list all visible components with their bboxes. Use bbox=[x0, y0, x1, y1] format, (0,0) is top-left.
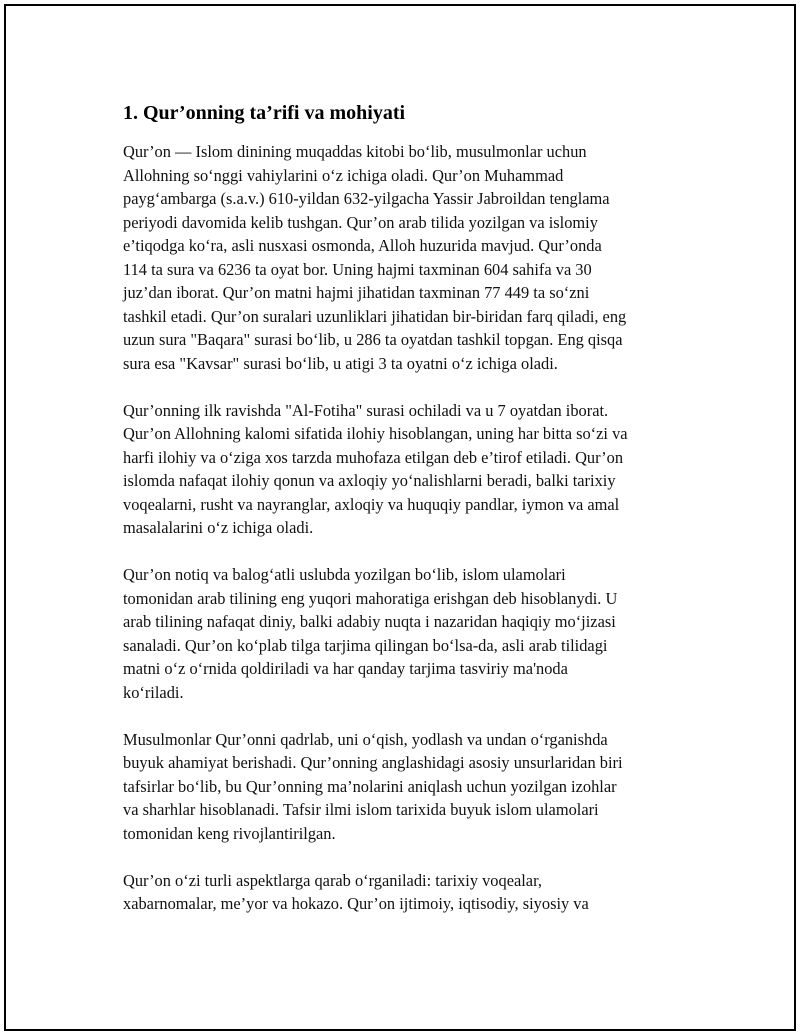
paragraph-line: tomonidan keng rivojlantirilgan. bbox=[123, 823, 336, 843]
paragraph-line: Allohning so‘nggi vahiylarini o‘z ichiga oladi. Qur’on Muhammad bbox=[123, 165, 564, 185]
paragraph-line: buyuk ahamiyat berishadi. Qur’onning anglashidagi asosiy unsurlaridan biri bbox=[123, 753, 623, 772]
paragraph-line: Qur’on notiq va balog‘atli uslubda yozilgan bo‘lib, islom ulamolari bbox=[123, 565, 566, 584]
paragraph-line: voqealarni, rusht va nayranglar, axloqiy va huquqiy pandlar, iymon va amal bbox=[123, 494, 620, 514]
paragraph-line: 114 ta sura va 6236 ta oyat bor. Uning hajmi taxminan 604 sahifa va 30 bbox=[123, 259, 592, 279]
paragraph-line: Qur’on Allohning kalomi sifatida ilohiy hisoblangan, uning har bitta so‘zi va bbox=[123, 424, 628, 443]
paragraph-line: periyodi davomida kelib tushgan. Qur’on arab tilida yozilgan va islomiy bbox=[123, 212, 598, 232]
body-paragraph bbox=[123, 563, 699, 704]
paragraph-line: Qur’on o‘zi turli aspektlarga qarab o‘rganiladi: tarixiy voqealar, bbox=[123, 870, 542, 890]
paragraph-line: islomda nafaqat ilohiy qonun va axloqiy yo‘nalishlarni beradi, balki tarixiy bbox=[123, 471, 616, 490]
paragraph-line: e’tiqodga ko‘ra, asli nusxasi osmonda, Alloh huzurida mavjud. Qur’onda bbox=[123, 236, 602, 255]
paragraph-line: arab tilining nafaqat diniy, balki adabiy nuqta i nazaridan haqiqiy mo‘jizasi bbox=[123, 612, 616, 631]
body-paragraph bbox=[123, 869, 699, 916]
paragraph-line: payg‘ambarga (s.a.v.) 610-yildan 632-yilgacha Yassir Jabroildan tenglama bbox=[123, 189, 610, 208]
paragraph-line: Qur’onning ilk ravishda "Al-Fotiha" surasi ochiladi va u 7 oyatdan iborat. bbox=[123, 400, 609, 420]
paragraph-line: va sharhlar hisoblanadi. Tafsir ilmi islom tarixida buyuk islom ulamolari bbox=[123, 800, 599, 819]
body-paragraph bbox=[123, 728, 699, 846]
paragraph-line: sanaladi. Qur’on ko‘plab tilga tarjima qilingan bo‘lsa-da, asli arab tilidagi bbox=[123, 635, 608, 655]
paragraph-line: sura esa "Kavsar" surasi bo‘lib, u atigi 3 ta oyatni o‘z ichiga oladi. bbox=[123, 353, 558, 373]
document-content bbox=[119, 98, 699, 939]
paragraph-line: ko‘riladi. bbox=[123, 682, 184, 702]
paragraph-container bbox=[119, 140, 699, 916]
paragraph-line: uzun sura "Baqara" surasi bo‘lib, u 286 ta oyatdan tashkil topgan. Eng qisqa bbox=[123, 330, 623, 349]
paragraph-line: tomonidan arab tilining eng yuqori mahoratiga erishgan deb hisoblanydi. U bbox=[123, 588, 618, 608]
paragraph-line: Qur’on — Islom dinining muqaddas kitobi bo‘lib, musulmonlar uchun bbox=[123, 142, 587, 161]
paragraph-line: harfi ilohiy va o‘ziga xos tarzda muhofaza etilgan deb e’tirof etiladi. Qur’on bbox=[123, 447, 624, 467]
document-page bbox=[4, 4, 796, 1031]
section-heading: 1. Qur’onning ta’rifi va mohiyati bbox=[123, 102, 406, 124]
paragraph-line: xabarnomalar, me’yor va hokazo. Qur’on ijtimoiy, iqtisodiy, siyosiy va bbox=[123, 894, 589, 913]
paragraph-line: tafsirlar bo‘lib, bu Qur’onning ma’nolarini aniqlash uchun yozilgan izohlar bbox=[123, 776, 617, 796]
body-paragraph bbox=[123, 140, 699, 375]
paragraph-line: juz’dan iborat. Qur’on matni hajmi jihatidan taxminan 77 449 ta so‘zni bbox=[123, 283, 590, 302]
paragraph-line: Musulmonlar Qur’onni qadrlab, uni o‘qish, yodlash va undan o‘rganishda bbox=[123, 729, 608, 749]
paragraph-line: masalalarini o‘z ichiga oladi. bbox=[123, 518, 314, 537]
paragraph-line: tashkil etadi. Qur’on suralari uzunliklari jihatidan bir-biridan farq qiladi, eng bbox=[123, 306, 627, 326]
body-paragraph bbox=[123, 399, 699, 540]
paragraph-line: matni o‘z o‘rnida qoldiriladi va har qanday tarjima tasviriy ma'noda bbox=[123, 659, 568, 678]
